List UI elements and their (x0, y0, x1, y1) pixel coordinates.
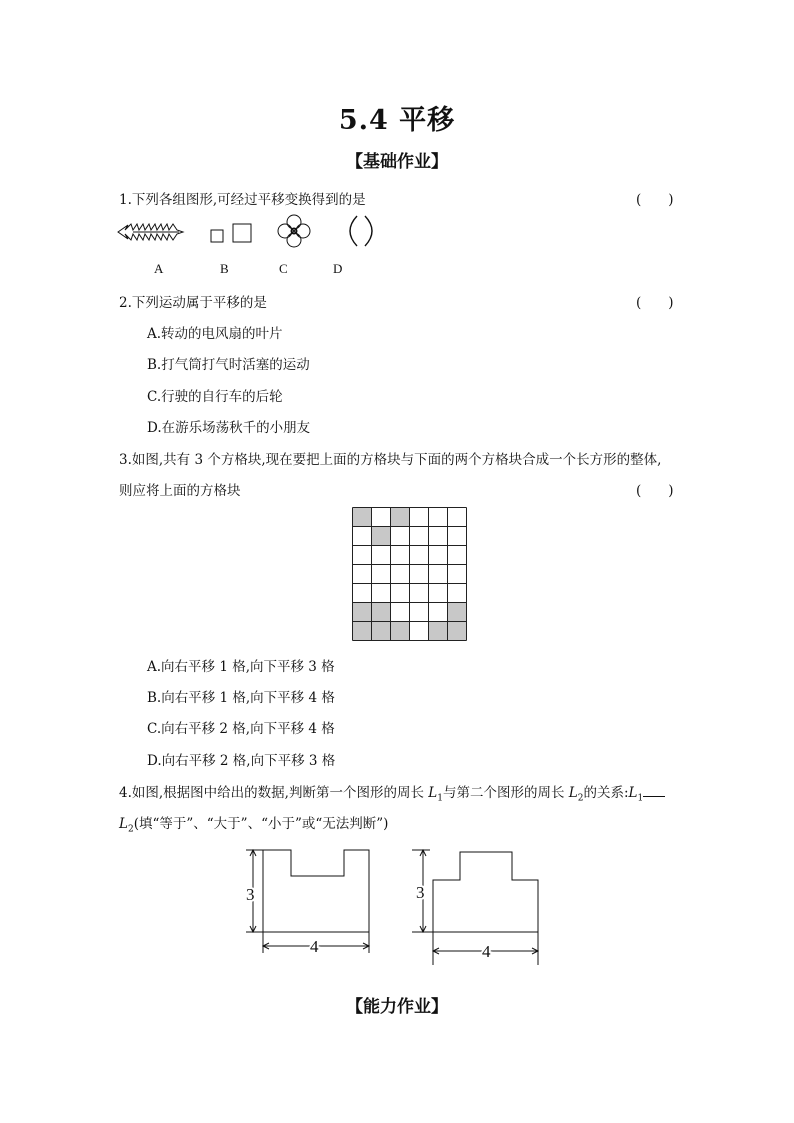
figure-c-quatrefoil (278, 215, 310, 247)
figure-b-small-square (211, 230, 223, 242)
question-1-text: 1.下列各组图形,可经过平移变换得到的是 (119, 192, 366, 208)
question-2-option-b: B.打气筒打气时活塞的运动 (147, 357, 310, 373)
question-4-line-2 (119, 812, 388, 835)
question-4-text-b: 与第二个图形的周长 (442, 785, 569, 801)
shaded-grid-cell (372, 527, 391, 546)
figure-2-height-label: 3 (416, 883, 425, 902)
figure-1-outline (263, 850, 369, 932)
answer-paren-3: ( ) (636, 483, 674, 499)
question-3-line-2: 则应将上面的方格块 (119, 483, 241, 499)
shaded-grid-cell (448, 622, 467, 641)
figure-b-large-square (233, 224, 251, 242)
question-4-instruction: (填“等于”、“大于”、“小于”或“无法判断”) (133, 816, 389, 832)
shaded-grid-cell (391, 622, 410, 641)
figure-label-b: B (220, 261, 229, 276)
figure-1-width-label: 4 (310, 937, 319, 956)
l1-subscript: 1 (437, 793, 443, 804)
shaded-grid-cell (372, 603, 391, 622)
question-4-figures (236, 845, 546, 970)
question-3-line-1: 3.如图,共有 3 个方格块,现在要把上面的方格块与下面的两个方格块合成一个长方形的整体, (119, 452, 662, 468)
figure-d-arcs (350, 216, 372, 246)
question-2-option-a: A.转动的电风扇的叶片 (147, 326, 283, 342)
question-2-text: 2.下列运动属于平移的是 (119, 295, 267, 311)
l2-subscript-relation: 2 (127, 824, 134, 835)
shaded-grid-cell (353, 508, 372, 527)
question-4-text-a: 4.如图,根据图中给出的数据,判断第一个图形的周长 (119, 785, 429, 801)
question-2-option-c: C.行驶的自行车的后轮 (147, 389, 283, 405)
figure-label-d: D (333, 261, 343, 276)
question-4-text-c: 的关系: (583, 785, 629, 801)
question-3-option-c: C.向右平移 2 格,向下平移 4 格 (147, 721, 335, 737)
section-basic-heading: 【基础作业】 (346, 152, 448, 172)
l2-symbol: L (568, 785, 578, 801)
answer-blank[interactable] (643, 784, 665, 797)
l2-symbol-relation: L (119, 816, 128, 832)
question-3-option-d: D.向右平移 2 格,向下平移 3 格 (147, 753, 336, 769)
shaded-grid-cell (353, 603, 372, 622)
question-3-grid (352, 507, 468, 642)
figure-label-c: C (279, 261, 288, 276)
question-2-option-d: D.在游乐场荡秋千的小朋友 (147, 420, 311, 436)
question-3-option-a: A.向右平移 1 格,向下平移 3 格 (147, 659, 335, 675)
l1-symbol: L (428, 785, 438, 801)
figure-2-width-label: 4 (482, 942, 491, 961)
page-title: 5.4 平移 (338, 105, 456, 136)
figure-label-a: A (154, 261, 164, 276)
shaded-grid-cell (448, 603, 467, 622)
l1-subscript-relation: 1 (637, 793, 644, 804)
section-ability-heading: 【能力作业】 (346, 997, 448, 1017)
answer-paren-1: ( ) (636, 192, 674, 208)
shaded-grid-cell (391, 508, 410, 527)
figure-a-serrated-shapes (118, 224, 183, 240)
question-4-line-1 (119, 781, 665, 804)
shaded-grid-cell (372, 622, 391, 641)
answer-paren-2: ( ) (636, 295, 674, 311)
l2-subscript: 2 (577, 793, 584, 804)
figure-1-height-label: 3 (246, 885, 255, 904)
question-1-figures (115, 212, 385, 252)
figure-2-outline (433, 852, 538, 932)
question-3-option-b: B.向右平移 1 格,向下平移 4 格 (147, 690, 335, 706)
shaded-grid-cell (429, 622, 448, 641)
shaded-grid-cell (353, 622, 372, 641)
l1-symbol-relation: L (628, 785, 638, 801)
